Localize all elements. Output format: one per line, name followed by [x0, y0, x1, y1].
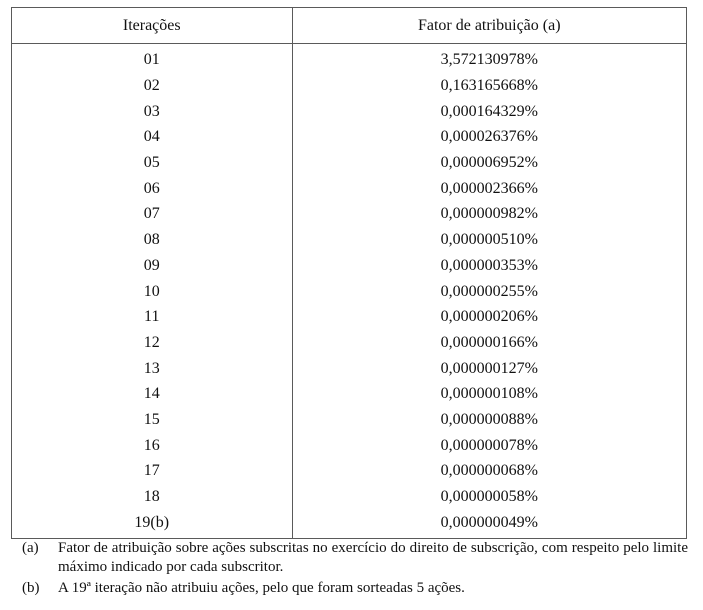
cell-fator: 0,000000255%	[440, 282, 538, 300]
cell-iteracao: 15	[12, 407, 292, 433]
table-row	[12, 458, 686, 484]
cell-fator: 0,000000982%	[440, 205, 538, 223]
cell-iteracao: 18	[12, 484, 292, 510]
table-row	[12, 407, 686, 433]
table-row	[12, 98, 686, 124]
cell-fator: 0,000000127%	[440, 359, 538, 377]
footnote-text: Fator de atribuição sobre ações subscritas no exercício do direito de subscrição, com respeito pelo limite máximo indicado por cada subscritor.	[58, 540, 688, 575]
cell-iteracao: 05	[12, 150, 292, 176]
cell-iteracao: 06	[12, 175, 292, 201]
cell-fator: 0,000000353%	[440, 256, 538, 274]
table-row	[12, 484, 686, 510]
cell-iteracao: 12	[12, 330, 292, 356]
cell-fator: 0,000164329%	[440, 102, 538, 120]
table-row	[12, 432, 686, 458]
footnote-mark: (a)	[22, 540, 39, 556]
table-row	[12, 227, 686, 253]
cell-fator: 0,000000058%	[440, 488, 538, 506]
table-row	[12, 355, 686, 381]
cell-fator: 0,000000108%	[440, 385, 538, 403]
cell-fator: 3,572130978%	[440, 51, 538, 69]
cell-iteracao: 02	[12, 73, 292, 99]
cell-iteracao: 13	[12, 355, 292, 381]
allocation-table-frame	[11, 7, 687, 539]
table-row	[12, 150, 686, 176]
cell-iteracao: 08	[12, 227, 292, 253]
table-row	[12, 509, 686, 538]
table-row	[12, 175, 686, 201]
cell-iteracao: 01	[12, 44, 292, 73]
header-fator-atribuicao: Fator de atribuição (a)	[292, 8, 686, 44]
cell-iteracao: 16	[12, 432, 292, 458]
cell-iteracao: 07	[12, 201, 292, 227]
cell-iteracao: 04	[12, 124, 292, 150]
cell-fator: 0,000000206%	[440, 308, 538, 326]
table-row	[12, 201, 686, 227]
cell-iteracao: 11	[12, 304, 292, 330]
footnote-b	[22, 579, 688, 598]
cell-fator: 0,000000510%	[440, 231, 538, 249]
cell-iteracao: 03	[12, 98, 292, 124]
cell-fator: 0,000000166%	[440, 333, 538, 351]
table-body	[12, 44, 686, 539]
footnotes	[22, 539, 688, 600]
table-row	[12, 381, 686, 407]
table-row	[12, 278, 686, 304]
cell-iteracao: 14	[12, 381, 292, 407]
cell-fator: 0,000000078%	[440, 436, 538, 454]
table-row	[12, 330, 686, 356]
footnote-text: A 19ª iteração não atribuiu ações, pelo que foram sorteadas 5 ações.	[58, 580, 465, 596]
cell-fator: 0,000000088%	[440, 410, 538, 428]
footnote-a	[22, 539, 688, 577]
cell-fator: 0,000026376%	[440, 128, 538, 146]
cell-fator: 0,000002366%	[440, 179, 538, 197]
table-header-row	[12, 8, 686, 44]
cell-fator: 0,000000068%	[440, 462, 538, 480]
allocation-table	[12, 8, 686, 538]
cell-fator: 0,000000049%	[440, 513, 538, 531]
cell-iteracao: 19(b)	[12, 509, 292, 538]
cell-iteracao: 17	[12, 458, 292, 484]
cell-fator: 0,163165668%	[440, 77, 538, 95]
table-row	[12, 44, 686, 73]
cell-iteracao: 10	[12, 278, 292, 304]
table-row	[12, 253, 686, 279]
table-row	[12, 73, 686, 99]
cell-fator: 0,000006952%	[440, 154, 538, 172]
header-iteracoes: Iterações	[12, 8, 292, 44]
table-row	[12, 304, 686, 330]
footnote-mark: (b)	[22, 580, 40, 596]
cell-iteracao: 09	[12, 253, 292, 279]
table-row	[12, 124, 686, 150]
